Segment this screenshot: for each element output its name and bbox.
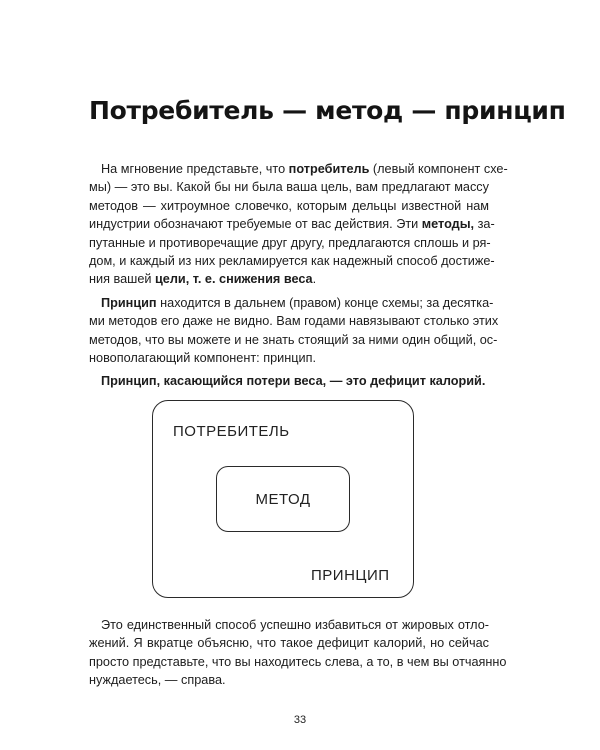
text-line: новополагающий компонент: принцип. — [89, 351, 316, 366]
bold-term-goal: цели, т. е. снижения веса — [155, 272, 313, 287]
bold-term-principle: Принцип — [101, 296, 157, 310]
text-segment: (левый компонент схе- — [369, 162, 508, 176]
text-line: дом, и каждый из них рекламируется как надежный способ достиже- — [89, 254, 495, 269]
text-line — [89, 294, 494, 312]
text-line: путанные и противоречащие друг другу, предлагаются сплошь и ря- — [89, 235, 491, 250]
chapter-title: Потребитель — метод — принцип — [89, 96, 566, 125]
text-line — [89, 215, 495, 233]
text-line: нуждаетесь, — справа. — [89, 673, 226, 688]
text-segment: ния вашей — [89, 272, 155, 287]
diagram-outer-box — [152, 400, 414, 598]
paragraph-key-statement — [89, 372, 489, 390]
paragraph-principle — [89, 294, 499, 368]
text-line: мы) — это вы. Какой бы ни была ваша цель, вам предлагают массу — [89, 180, 489, 195]
text-segment: . — [312, 272, 317, 287]
text-line: просто представьте, что вы находитесь слева, а то, в чем вы отчаянно — [89, 654, 507, 669]
text-segment: На мгновение представьте, что — [101, 162, 289, 176]
bold-term-methods: методы, — [421, 217, 475, 232]
text-line — [89, 160, 508, 178]
diagram-label-consumer: ПОТРЕБИТЕЛЬ — [173, 423, 290, 440]
text-line: ми методов его даже не видно. Вам годами навязывают столько этих — [89, 314, 499, 329]
text-line: методов, что вы можете и не знать стоящий за ними один общий, ос- — [89, 332, 498, 347]
text-line: методов — хитроумное словечко, которым дельцы известной нам — [89, 198, 489, 213]
text-segment: индустрии обозначают требуемые от вас действия. Эти — [89, 217, 422, 232]
text-segment: находится в дальнем (правом) конце схемы; за десятка- — [156, 296, 494, 310]
bold-term-consumer: потребитель — [288, 162, 370, 176]
diagram-label-method: МЕТОД — [255, 490, 311, 508]
text-line — [89, 270, 489, 288]
text-segment: за- — [474, 217, 495, 232]
text-line: жений. Я вкратце объясню, что такое дефицит калорий, но сейчас — [89, 636, 489, 651]
diagram-label-principle: ПРИНЦИП — [311, 567, 390, 584]
key-statement: Принцип, касающийся потери веса, — это дефицит калорий. — [101, 374, 486, 388]
diagram-inner-box — [216, 466, 350, 532]
paragraph-conclusion — [89, 616, 507, 690]
text-line: Это единственный способ успешно избавиться от жировых отло- — [101, 618, 489, 632]
paragraph-consumer — [89, 160, 508, 289]
page-number: 33 — [293, 714, 307, 726]
